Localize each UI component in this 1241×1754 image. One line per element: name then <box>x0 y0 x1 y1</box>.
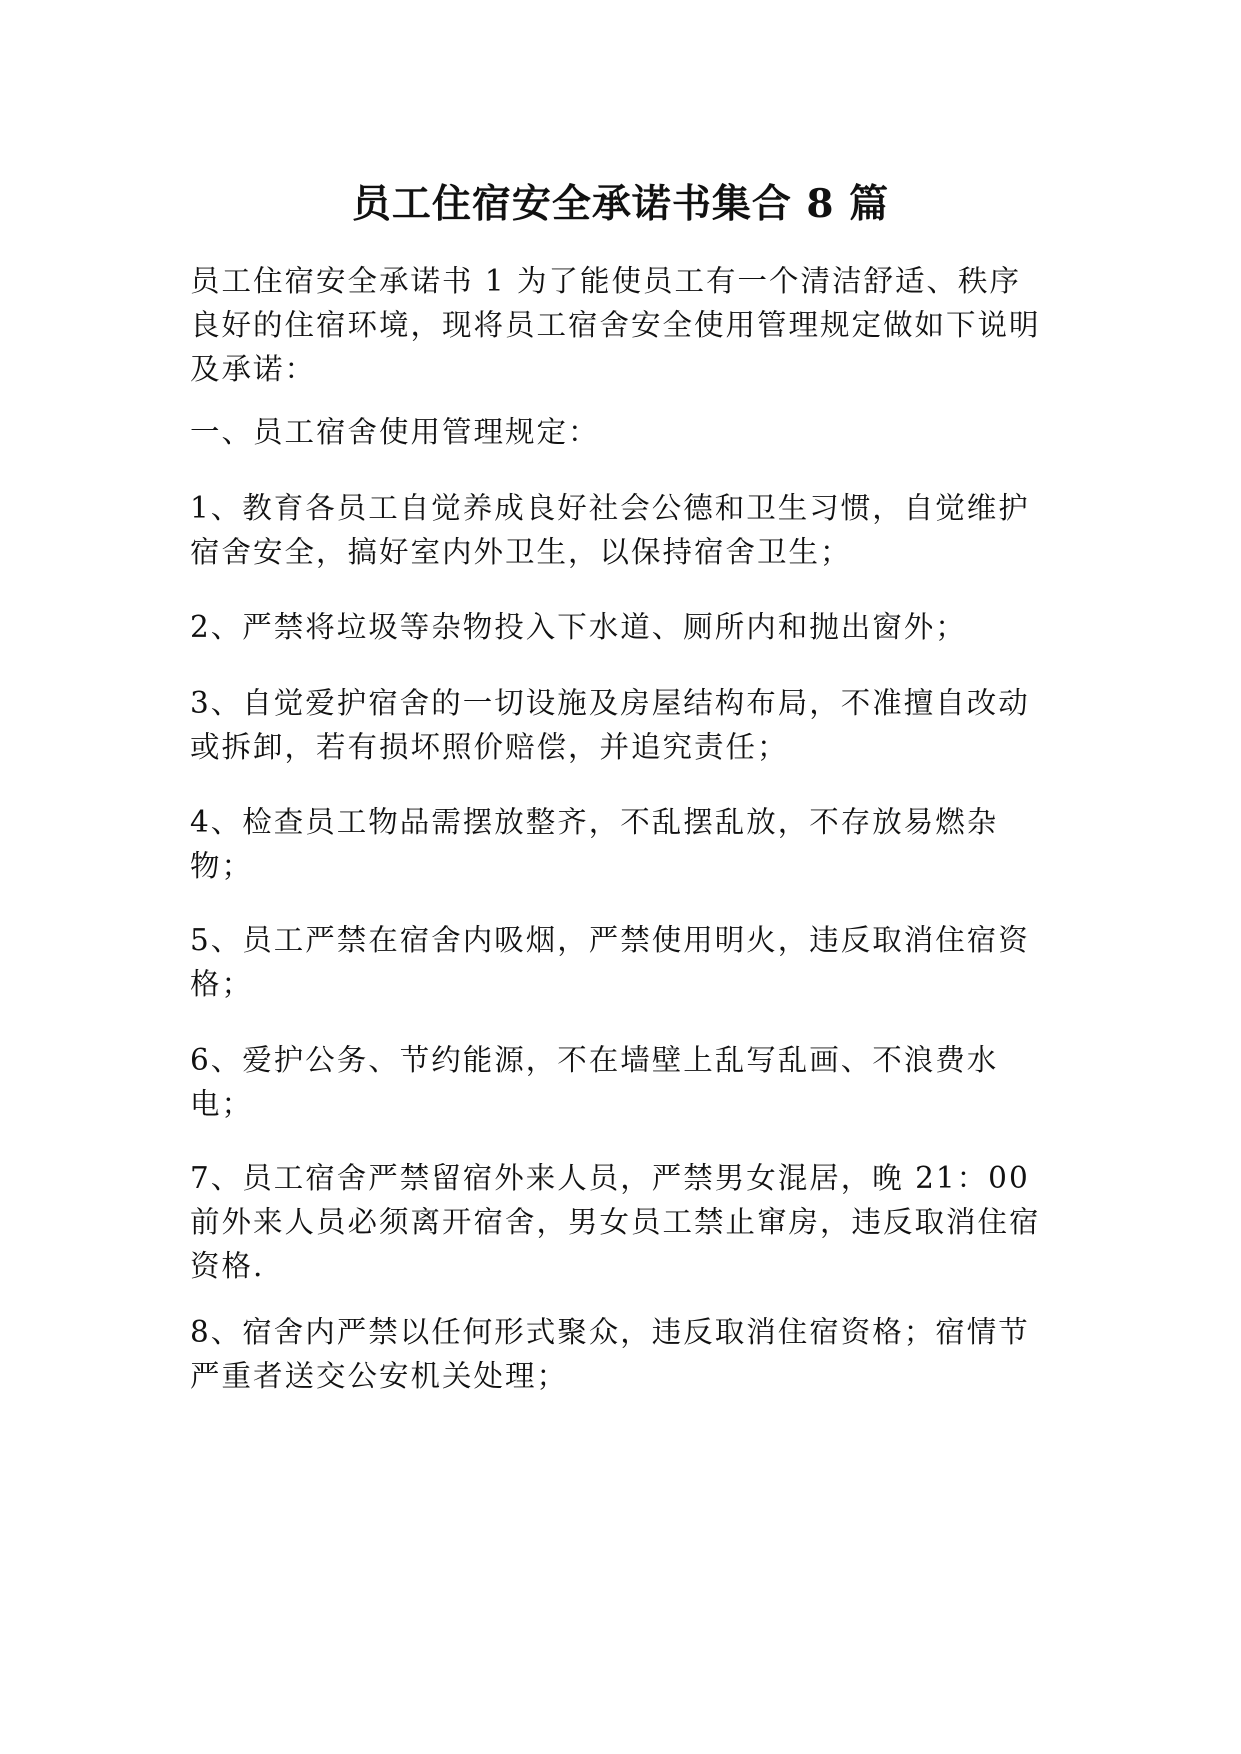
rule-item-7: 7、员工宿舍严禁留宿外来人员，严禁男女混居，晚 21：00 前外来人员必须离开宿舍，男女员工禁止窜房，违反取消住宿资格. <box>190 1161 1041 1283</box>
rule-item-6: 6、爱护公务、节约能源，不在墙壁上乱写乱画、不浪费水电； <box>190 1043 999 1121</box>
intro-paragraph: 员工住宿安全承诺书 1 为了能使员工有一个清洁舒适、秩序良好的住宿环境，现将员工宿舍安全使用管理规定做如下说明及承诺： <box>190 264 1041 386</box>
rule-item-4: 4、检查员工物品需摆放整齐，不乱摆乱放，不存放易燃杂物； <box>190 805 999 883</box>
document-title: 员工住宿安全承诺书集合 8 篇 <box>351 181 890 227</box>
section-heading: 一、员工宿舍使用管理规定： <box>190 415 600 449</box>
rule-item-2: 2、严禁将垃圾等杂物投入下水道、厕所内和抛出窗外； <box>190 610 967 644</box>
rule-item-3: 3、自觉爱护宿舍的一切设施及房屋结构布局，不准擅自改动或拆卸，若有损坏照价赔偿，并追究责任； <box>190 686 1030 764</box>
rule-item-8: 8、宿舍内严禁以任何形式聚众，违反取消住宿资格；宿情节严重者送交公安机关处理； <box>190 1315 1030 1393</box>
rule-item-1: 1、教育各员工自觉养成良好社会公德和卫生习惯，自觉维护宿舍安全，搞好室内外卫生，以保持宿舍卫生； <box>190 491 1030 569</box>
rule-item-5: 5、员工严禁在宿舍内吸烟，严禁使用明火，违反取消住宿资格； <box>190 923 1030 1001</box>
